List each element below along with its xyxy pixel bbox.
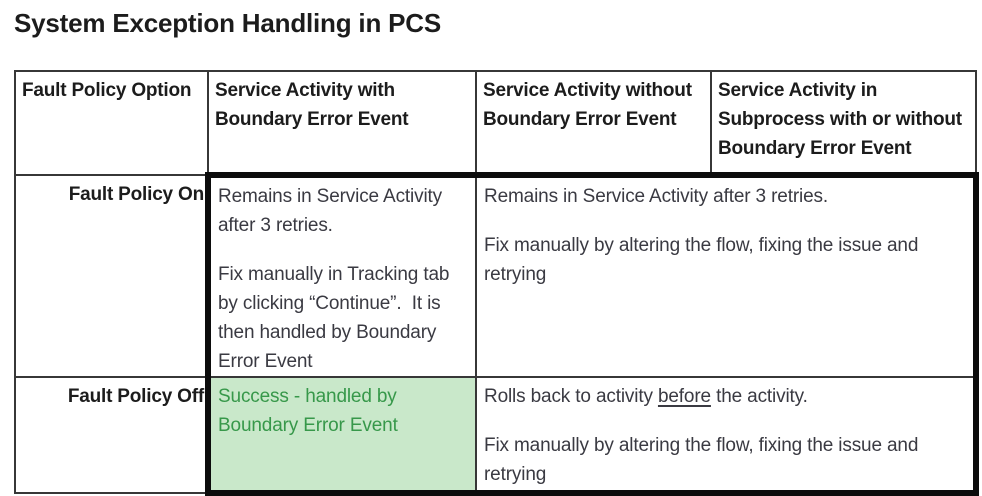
header-service-activity-with-boundary: Service Activity with Boundary Error Event	[208, 71, 476, 175]
header-row	[15, 71, 976, 175]
rollback-text-suffix: the activity.	[710, 386, 808, 407]
header-service-activity-subprocess: Service Activity in Subprocess with or without Boundary Error Event	[711, 71, 976, 175]
paragraph	[484, 382, 971, 411]
paragraph: Remains in Service Activity after 3 retries.	[484, 186, 828, 207]
cell-on-without-boundary	[476, 175, 976, 377]
paragraph: Fix manually in Tracking tab by clicking “Continue”. It is then handled by Boundary Error Event	[218, 264, 455, 372]
header-fault-policy-option: Fault Policy Option	[15, 71, 208, 175]
paragraph: Success - handled by Boundary Error Event	[218, 386, 402, 436]
rollback-text-prefix: Rolls back to activity	[484, 386, 658, 407]
row-fault-policy-off	[15, 377, 976, 493]
cell-on-with-boundary	[208, 175, 476, 377]
cell-off-without-boundary	[476, 377, 976, 493]
fault-policy-table	[14, 70, 979, 496]
page-title: System Exception Handling in PCS	[14, 8, 442, 38]
row-label-fault-policy-off: Fault Policy Off	[15, 377, 208, 493]
paragraph: Remains in Service Activity after 3 retries.	[218, 186, 448, 236]
cell-off-with-boundary-success	[208, 377, 476, 493]
paragraph: Fix manually by altering the flow, fixing the issue and retrying	[484, 435, 924, 485]
row-fault-policy-on	[15, 175, 976, 377]
row-label-fault-policy-on: Fault Policy On	[15, 175, 208, 377]
underlined-word-before: before	[657, 386, 711, 407]
header-service-activity-without-boundary: Service Activity without Boundary Error Event	[476, 71, 711, 175]
paragraph: Fix manually by altering the flow, fixing the issue and retrying	[484, 235, 924, 285]
